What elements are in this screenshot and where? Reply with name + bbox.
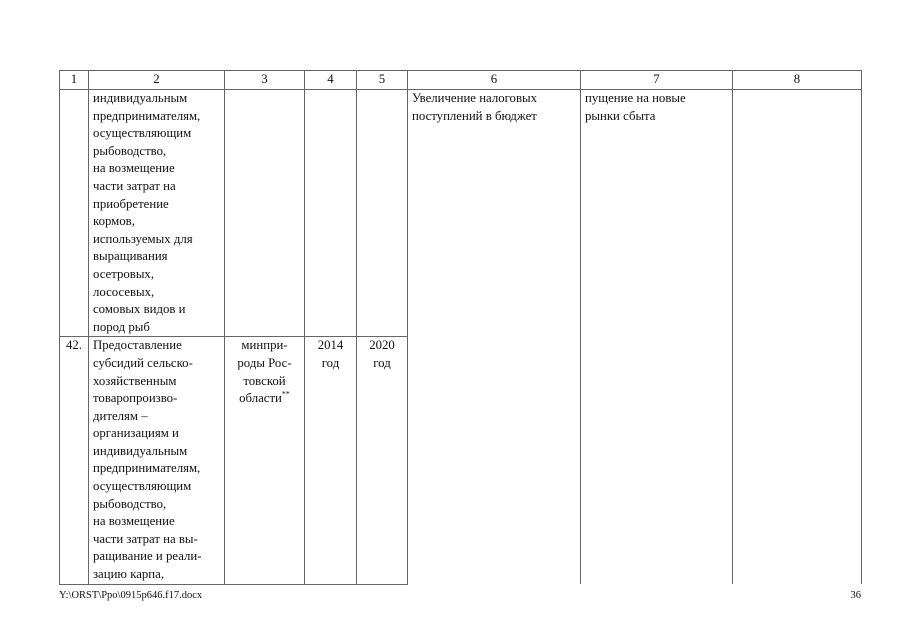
consequences-cell: пущение на новые рынки сбыта	[581, 90, 733, 585]
header-col-3: 3	[225, 71, 305, 90]
row-number-cell: 42.	[60, 337, 89, 584]
expected-result-cell: Увеличение налоговых поступлений в бюджет	[408, 90, 581, 585]
header-col-5: 5	[357, 71, 408, 90]
end-year-cell	[357, 90, 408, 337]
measure-description-cell: Предоставление субсидий сельско- хозяйственным товаропроизво- дителям – организациям и индивидуальным предпринимателям, осуществляющим рыбоводство, на возмещение части затрат на вы- ращивание и реали- зацию карпа,	[89, 337, 225, 584]
executor-cell	[225, 90, 305, 337]
header-col-2: 2	[89, 71, 225, 90]
executor-text: минпри- роды Рос- товской области	[237, 338, 292, 406]
program-table	[59, 70, 862, 585]
executor-cell	[225, 337, 305, 584]
footnote-mark: **	[281, 389, 290, 399]
end-year-cell: 2020 год	[357, 337, 408, 584]
table-row	[60, 90, 862, 337]
file-path: Y:\ORST\Ppo\0915p646.f17.docx	[59, 590, 203, 601]
page-number: 36	[850, 590, 861, 601]
header-col-6: 6	[408, 71, 581, 90]
row-number-cell	[60, 90, 89, 337]
header-col-1: 1	[60, 71, 89, 90]
table-header-row	[60, 71, 862, 90]
indicator-link-cell	[733, 90, 862, 585]
header-col-4: 4	[305, 71, 357, 90]
measure-description-cell: индивидуальным предпринимателям, осуществляющим рыбоводство, на возмещение части затрат на приобретение кормов, используемых для выращивания осетровых, лососевых, сомовых видов и пород рыб	[89, 90, 225, 337]
header-col-8: 8	[733, 71, 862, 90]
start-year-cell	[305, 90, 357, 337]
header-col-7: 7	[581, 71, 733, 90]
start-year-cell: 2014 год	[305, 337, 357, 584]
